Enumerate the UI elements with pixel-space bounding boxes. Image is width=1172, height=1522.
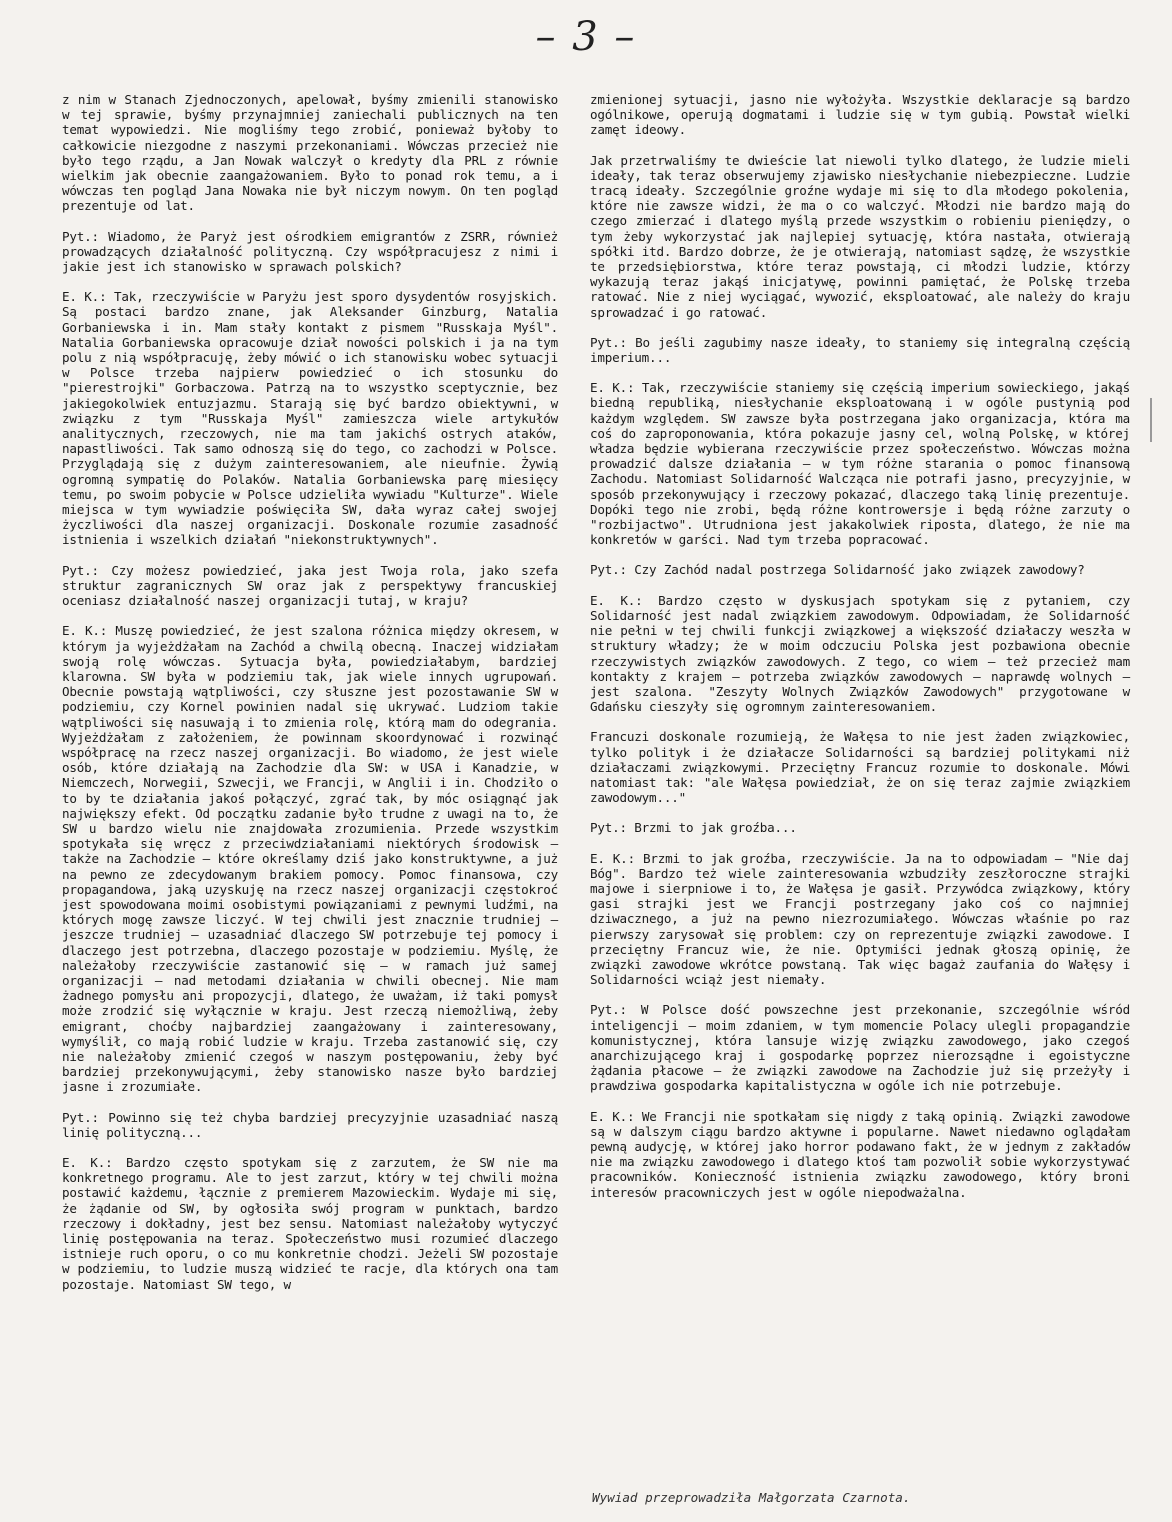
interview-credit: Wywiad przeprowadziła Małgorzata Czarnota. <box>592 1490 911 1505</box>
right-column <box>590 92 1130 1215</box>
left-column <box>62 92 558 1307</box>
paragraph: Pyt.: W Polsce dość powszechne jest przekonanie, szczególnie wśród inteligencji – moim zdaniem, w tym momencie Polacy ulegli propagandzie komunistycznej, która lansuje wizję związku zawodowego, jako czegoś anarchizującego kraj i gospodarkę poprzez nierozsądne i egoistyczne żądania płacowe – że związki zawodowe na Zachodzie już się przeżyły i prawdziwa gospodarka kapitalistyczna w ogóle ich nie potrzebuje. <box>590 1002 1130 1094</box>
paragraph: E. K.: Tak, rzeczywiście w Paryżu jest sporo dysydentów rosyjskich. Są postaci bardzo znane, jak Aleksander Ginzburg, Natalia Gorbaniewska i in. Mam stały kontakt z pismem "Russkaja Myśl". Natalia Gorbaniewska opracowuje dział nowości polskich i ja na tym polu z nią współpracuję, żeby mówić o ich stanowisku wobec sytuacji w Polsce trzeba najpierw powiedzieć o ich stosunku do "pierestrojki" Gorbaczowa. Patrzą na to wszystko sceptycznie, bez jakiegokolwiek entuzjazmu. Starają się być bardzo obiektywni, w związku z tym "Russkaja Myśl" zamieszcza wiele artykułów analitycznych, rzeczowych, nie ma tam jakichś ostrych ataków, napastliwości. Tak samo odnoszą się do tego, co zachodzi w Polsce. Przyglądają się z dużym zainteresowaniem, ale nieufnie. Żywią ogromną sympatię do Polaków. Natalia Gorbaniewska parę miesięcy temu, po swoim pobycie w Polsce udzieliła wywiadu "Kulturze". Wiele miejsca w tym wywiadzie poświęciła SW, dała wyraz całej swojej życzliwości dla naszej organizacji. Doskonale rozumie zasadność istnienia i wszelkich działań "niekonstruktywnych". <box>62 289 558 548</box>
paragraph: Francuzi doskonale rozumieją, że Wałęsa to nie jest żaden związkowiec, tylko polityk i że działacze Solidarności są bardziej politykami niż działaczami związkowymi. Przeciętny Francuz rozumie to doskonale. Mówi natomiast tak: "ale Wałęsa powiedział, że on się teraz zajmie związkiem zawodowym..." <box>590 729 1130 806</box>
paragraph: z nim w Stanach Zjednoczonych, apelował, byśmy zmienili stanowisko w tej sprawie, byśmy przynajmniej zaniechali publicznych na ten temat wypowiedzi. Nie mogliśmy tego zrobić, ponieważ byłoby to całkowicie niezgodne z naszymi przekonaniami. Wówczas przecież nie było tego rządu, a Jan Nowak walczył o kredyty dla PRL z równie wielkim jak obecnie zaangażowaniem. Było to ponad rok temu, a i wówczas ten pogląd Jana Nowaka nie był niczym nowym. On ten pogląd prezentuje od lat. <box>62 92 558 214</box>
paragraph: E. K.: Muszę powiedzieć, że jest szalona różnica między okresem, w którym ja wyjeżdżałam na Zachód a chwilą obecną. Inaczej widziałam swoją rolę wówczas. Sytuacja była, powiedziałabym, bardziej klarowna. SW była w podziemiu tak, jak wiele innych ugrupowań. Obecnie powstają wątpliwości, czy słuszne jest pozostawanie SW w podziemiu, czy Kornel powinien nadal się ukrywać. Ludziom takie wątpliwości się nasuwają i to zmienia rolę, którą mam do odegrania. Wyjeżdżałam z założeniem, że powinnam skoordynować i rozwinąć współpracę na rzecz naszej organizacji. Bo wiadomo, że jest wiele osób, które działają na Zachodzie dla SW: w USA i Kanadzie, w Niemczech, Norwegii, Szwecji, we Francji, w Anglii i in. Chodziło o to by te działania jakoś połączyć, zgrać tak, by móc osiągnąć jak największy efekt. Od początku zadanie było trudne z uwagi na to, że SW u bardzo wielu nie znajdowała zrozumienia. Przede wszystkim spotykała się wręcz z przeciwdziałaniami niektórych środowisk – także na Zachodzie – które określamy dziś jako konstruktywne, a już na pewno ze zdecydowanym brakiem pomocy. Pomoc finansowa, czy propagandowa, jaką uzyskuję na rzecz naszej organizacji częstokroć jest spowodowana moimi osobistymi powiązaniami z pewnymi ludźmi, na których mogę zawsze liczyć. W tej chwili jest znacznie trudniej – jeszcze trudniej – uzasadniać dlaczego SW potrzebuje tej pomocy i dlaczego jest potrzebna, dlaczego pozostaje w podziemiu. Myślę, że należałoby rzeczywiście zastanowić się – w ramach już samej organizacji – nad metodami działania w chwili obecnej. Nie mam żadnego pomysłu ani propozycji, dlatego, że uważam, iż taki pomysł może zrodzić się wyłącznie w kraju. Jest rzeczą niemożliwą, żeby emigrant, choćby najbardziej zaangażowany i zainteresowany, wymyślił, co mają robić ludzie w kraju. Trzeba zastanowić się, czy nie należałoby zmienić czegoś w naszym postępowaniu, żeby być bardziej przekonywującymi, żeby stanowisko nasze było bardziej jasne i zrozumiałe. <box>62 623 558 1095</box>
paragraph: Jak przetrwaliśmy te dwieście lat niewoli tylko dlatego, że ludzie mieli ideały, tak teraz obserwujemy zjawisko niesłychanie niebezpieczne. Ludzie tracą ideały. Szczególnie groźne wydaje mi się to dla młodego pokolenia, które nie zawsze widzi, że ma o co walczyć. Młodzi nie bardzo mają do czego zmierzać i dlatego myślą przede wszystkim o robieniu pieniędzy, o tym żeby wykorzystać jak najlepiej sytuację, która nastała, otwierają spółki itd. Bardzo dobrze, że je otwierają, natomiast sądzę, że wszystkie te przedsiębiorstwa, które teraz powstają, ci młodzi ludzie, którzy wykazują teraz jakąś inicjatywę, powinni pamiętać, że Polskę trzeba ratować. Nie z niej wyciągać, wywozić, eksploatować, ale należy do kraju sprowadzać i go ratować. <box>590 152 1130 320</box>
paragraph: E. K.: We Francji nie spotkałam się nigdy z taką opinią. Związki zawodowe są w dalszym ciągu bardzo aktywne i popularne. Nawet niedawno oglądałam pewną audycję, w której jako horror podawano fakt, że w jednym z zakładów nie ma związku zawodowego i dlatego ktoś tam pozwolił sobie wykorzystywać pracowników. Konieczność istnienia związku zawodowego, który broni interesów pracowniczych jest w ogóle niepodważalna. <box>590 1108 1130 1200</box>
paragraph: E. K.: Bardzo często w dyskusjach spotykam się z pytaniem, czy Solidarność jest nadal związkiem zawodowym. Odpowiadam, że Solidarność nie pełni w tej chwili funkcji związkowej a większość działaczy weszła w struktury władzy; że w moim odczuciu Polska jest pozbawiona obecnie rzeczywistych związków zawodowych. Z tego, co wiem – też przecież mam kontakty z krajem – potrzeba związków zawodowych – naprawdę wolnych – jest szalona. "Zeszyty Wolnych Związków Zawodowych" przygotowane w Gdańsku cieszyły się ogromnym zainteresowaniem. <box>590 592 1130 715</box>
paragraph: E. K.: Bardzo często spotykam się z zarzutem, że SW nie ma konkretnego programu. Ale to jest zarzut, który w tej chwili można postawić każdemu, łącznie z premierem Mazowieckim. Wydaje mi się, że żądanie od SW, by ogłosiła swój program w punktach, bardzo rzeczowy i dokładny, jest bez sensu. Natomiast należałoby wytyczyć linię postępowania na teraz. Społeczeństwo musi rozumieć dlaczego istnieje ruch oporu, o co mu konkretnie chodzi. Jeżeli SW pozostaje w podziemiu, to ludzie muszą widzieć te racje, dla których ona tam pozostaje. Natomiast SW tego, w <box>62 1155 558 1292</box>
paragraph: Pyt.: Czy Zachód nadal postrzega Solidarność jako związek zawodowy? <box>590 562 1085 578</box>
paragraph: E. K.: Brzmi to jak groźba, rzeczywiście. Ja na to odpowiadam – "Nie daj Bóg". Bardzo też wiele zainteresowania wzbudziły zeszłoroczne strajki majowe i sierpniowe i to, że Wałęsa je gasił. Przywódca związkowy, który gasi strajki jest we Francji postrzegany jako coś co najmniej dziwacznego, a już na pewno niezrozumiałego. Wówczas właśnie po raz pierwszy zarysował się problem: czy on reprezentuje związki zawodowe. I przeciętny Francuz wie, że nie. Optymiści jednak głoszą opinię, że związki zawodowe wkrótce powstaną. Tak więc bagaż zaufania do Wałęsy i Solidarności wciąż jest niemały. <box>590 850 1130 988</box>
paragraph: E. K.: Tak, rzeczywiście staniemy się częścią imperium sowieckiego, jakąś biedną republiką, niesłychanie eksploatowaną i w ogóle pustynią pod każdym względem. SW zawsze była postrzegana jako organizacja, która ma coś do zaproponowania, która pokazuje jasny cel, wolną Polskę, w której władza będzie wybierana rzeczywiście przez społeczeństwo. Wówczas można prowadzić dalsze działania – w tym różne starania o pomoc finansową Zachodu. Natomiast Solidarność Walcząca nie potrafi jasno, precyzyjnie, w sposób przekonywujący i rzeczowy pokazać, dlaczego taką linię prezentuje. Dopóki tego nie zrobi, będą różne kontrowersje i będą różne zarzuty o "rozbijactwo". Utrudniona jest jakakolwiek riposta, dlatego, że nie ma konkretów w garści. Nad tym trzeba popracować. <box>590 380 1130 548</box>
scan-edge-mark <box>1150 398 1152 442</box>
paragraph: Pyt.: Wiadomo, że Paryż jest ośrodkiem emigrantów z ZSRR, również prowadzących działalność polityczną. Czy współpracujesz z nimi i jakie jest ich stanowisko w sprawach polskich? <box>62 228 558 275</box>
paragraph: Pyt.: Powinno się też chyba bardziej precyzyjnie uzasadniać naszą linię polityczną... <box>62 1109 558 1140</box>
paragraph: Pyt.: Bo jeśli zagubimy nasze ideały, to staniemy się integralną częścią imperium... <box>590 334 1130 366</box>
page-number: – 3 – <box>535 14 637 60</box>
paragraph: Pyt.: Czy możesz powiedzieć, jaka jest Twoja rola, jako szefa struktur zagranicznych SW oraz jak z perspektywy francuskiej oceniasz działalność naszej organizacji tutaj, w kraju? <box>62 562 558 609</box>
paragraph: zmienionej sytuacji, jasno nie wyłożyła. Wszystkie deklaracje są bardzo ogólnikowe, operują dogmatami i ludzie się w tym gubią. Powstał wielki zamęt ideowy. <box>590 92 1130 138</box>
paragraph: Pyt.: Brzmi to jak groźba... <box>590 820 797 836</box>
